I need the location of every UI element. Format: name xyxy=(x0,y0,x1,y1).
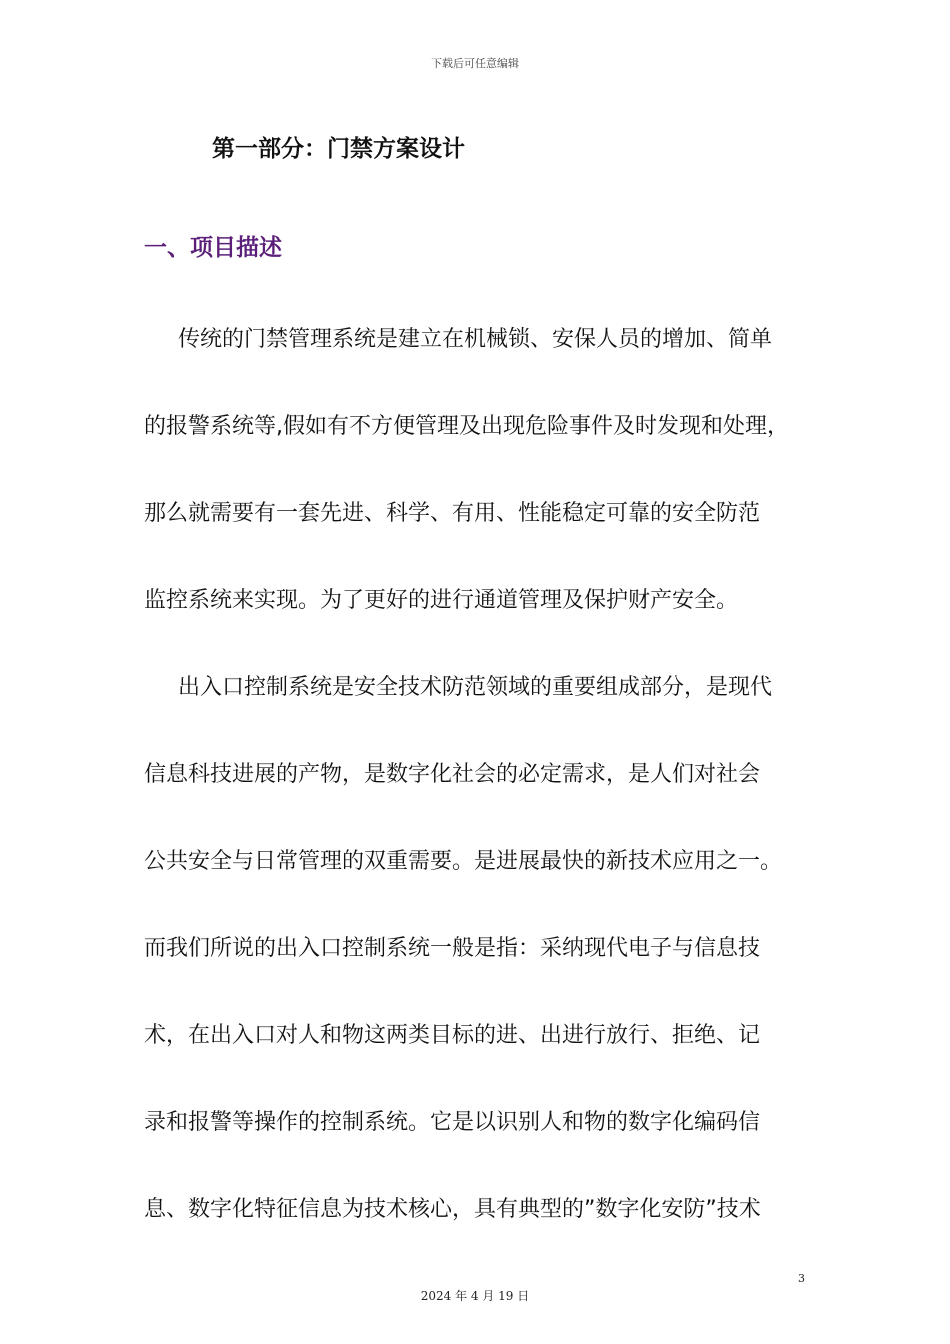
paragraph-line: 的报警系统等,假如有不方便管理及出现危险事件及时发现和处理， xyxy=(144,414,789,439)
paragraph-line: 那么就需要有一套先进、科学、有用、性能稳定可靠的安全防范 xyxy=(144,501,761,526)
paragraph-line: 术，在出入口对人和物这两类目标的进、出进行放行、拒绝、记 xyxy=(144,1023,761,1048)
paragraph-line: 公共安全与日常管理的双重需要。是进展最快的新技术应用之一。 xyxy=(144,849,783,874)
paragraph-line: 出入口控制系统是安全技术防范领域的重要组成部分，是现代 xyxy=(178,675,773,700)
paragraph-line: 信息科技进展的产物，是数字化社会的必定需求，是人们对社会 xyxy=(144,762,761,787)
page-header: 下载后可任意编辑 xyxy=(431,57,519,70)
paragraph-line: 传统的门禁管理系统是建立在机械锁、安保人员的增加、简单 xyxy=(178,327,773,352)
paragraph-line: 监控系统来实现。为了更好的进行通道管理及保护财产安全。 xyxy=(144,588,739,613)
part-title: 第一部分：门禁方案设计 xyxy=(212,136,465,162)
footer-date: 2024 年 4 月 19 日 xyxy=(420,1289,530,1303)
paragraph-line: 录和报警等操作的控制系统。它是以识别人和物的数字化编码信 xyxy=(144,1110,761,1135)
paragraph-line: 息、数字化特征信息为技术核心，具有典型的”数字化安防”技术 xyxy=(144,1197,761,1222)
page-number: 3 xyxy=(798,1272,805,1285)
section-heading: 一、项目描述 xyxy=(144,235,282,261)
paragraph-line: 而我们所说的出入口控制系统一般是指：采纳现代电子与信息技 xyxy=(144,936,761,961)
